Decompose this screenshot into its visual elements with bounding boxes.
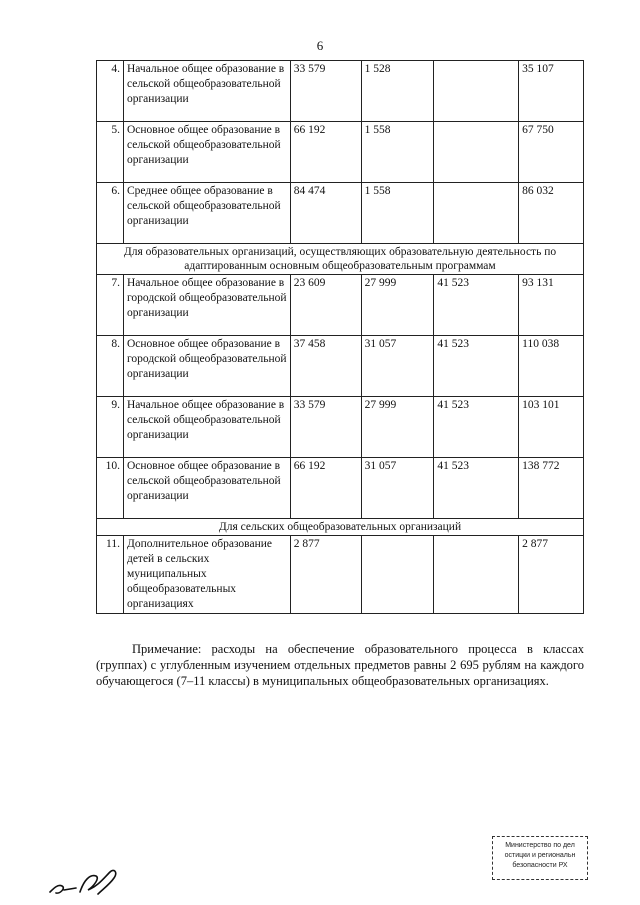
value-cell: 27 999 — [361, 397, 434, 458]
value-cell: 33 579 — [290, 61, 361, 122]
section-header-row — [97, 244, 584, 275]
value-cell: 41 523 — [434, 336, 519, 397]
total-cell: 67 750 — [519, 122, 584, 183]
value-cell: 33 579 — [290, 397, 361, 458]
section-header: Для сельских общеобразовательных организаций — [97, 519, 584, 536]
value-cell: 1 558 — [361, 122, 434, 183]
value-cell — [434, 61, 519, 122]
row-number: 8. — [97, 336, 124, 397]
value-cell: 27 999 — [361, 275, 434, 336]
page-number: 6 — [316, 38, 324, 53]
total-cell: 93 131 — [519, 275, 584, 336]
value-cell — [434, 122, 519, 183]
table-row — [97, 122, 584, 183]
value-cell: 84 474 — [290, 183, 361, 244]
value-cell: 66 192 — [290, 122, 361, 183]
total-cell: 35 107 — [519, 61, 584, 122]
value-cell: 41 523 — [434, 458, 519, 519]
row-number: 7. — [97, 275, 124, 336]
cost-table — [96, 60, 584, 614]
value-cell: 37 458 — [290, 336, 361, 397]
row-number: 4. — [97, 61, 124, 122]
row-name: Начальное общее образование в сельской общеобразовательной организации — [123, 397, 290, 458]
value-cell: 66 192 — [290, 458, 361, 519]
ministry-stamp — [492, 836, 588, 880]
row-name: Начальное общее образование в городской общеобразовательной организации — [123, 275, 290, 336]
value-cell: 23 609 — [290, 275, 361, 336]
value-cell: 31 057 — [361, 458, 434, 519]
row-name: Основное общее образование в городской общеобразовательной организации — [123, 336, 290, 397]
row-number: 6. — [97, 183, 124, 244]
row-number: 9. — [97, 397, 124, 458]
row-number: 5. — [97, 122, 124, 183]
value-cell: 2 877 — [290, 536, 361, 614]
table-row — [97, 397, 584, 458]
row-name: Основное общее образование в сельской общеобразовательной организации — [123, 458, 290, 519]
table-row — [97, 336, 584, 397]
total-cell: 103 101 — [519, 397, 584, 458]
table-body — [97, 61, 584, 614]
table-row — [97, 536, 584, 614]
table-row — [97, 183, 584, 244]
value-cell: 41 523 — [434, 275, 519, 336]
stamp-line: безопасности РХ — [512, 862, 568, 869]
footnote: Примечание: расходы на обеспечение образовательного процесса в классах (группах) с углубленным изучением отдельных предметов равны 2 695 рублям на каждого обучающегося (7–11 классы) в муниципальных общеобразовательных организациях. — [96, 642, 584, 688]
value-cell: 31 057 — [361, 336, 434, 397]
stamp-line: остицки и региональн — [504, 852, 576, 859]
table-row — [97, 458, 584, 519]
row-number: 11. — [97, 536, 124, 614]
row-number: 10. — [97, 458, 124, 519]
value-cell — [361, 536, 434, 614]
table-row — [97, 61, 584, 122]
value-cell: 1 528 — [361, 61, 434, 122]
table-row — [97, 275, 584, 336]
section-header-row — [97, 519, 584, 536]
total-cell: 2 877 — [519, 536, 584, 614]
stamp-line: Министерство по дел — [505, 842, 575, 849]
total-cell: 110 038 — [519, 336, 584, 397]
row-name: Среднее общее образование в сельской общеобразовательной организации — [123, 183, 290, 244]
value-cell: 41 523 — [434, 397, 519, 458]
row-name: Основное общее образование в сельской общеобразовательной организации — [123, 122, 290, 183]
section-header: Для образовательных организаций, осуществляющих образовательную деятельность по адаптированным основным общеобразовательным программам — [97, 244, 584, 275]
value-cell — [434, 536, 519, 614]
row-name: Дополнительное образование детей в сельских муниципальных общеобразовательных организациях — [123, 536, 290, 614]
row-name: Начальное общее образование в сельской общеобразовательной организации — [123, 61, 290, 122]
handwritten-signature — [44, 866, 134, 900]
value-cell — [434, 183, 519, 244]
value-cell: 1 558 — [361, 183, 434, 244]
total-cell: 86 032 — [519, 183, 584, 244]
total-cell: 138 772 — [519, 458, 584, 519]
